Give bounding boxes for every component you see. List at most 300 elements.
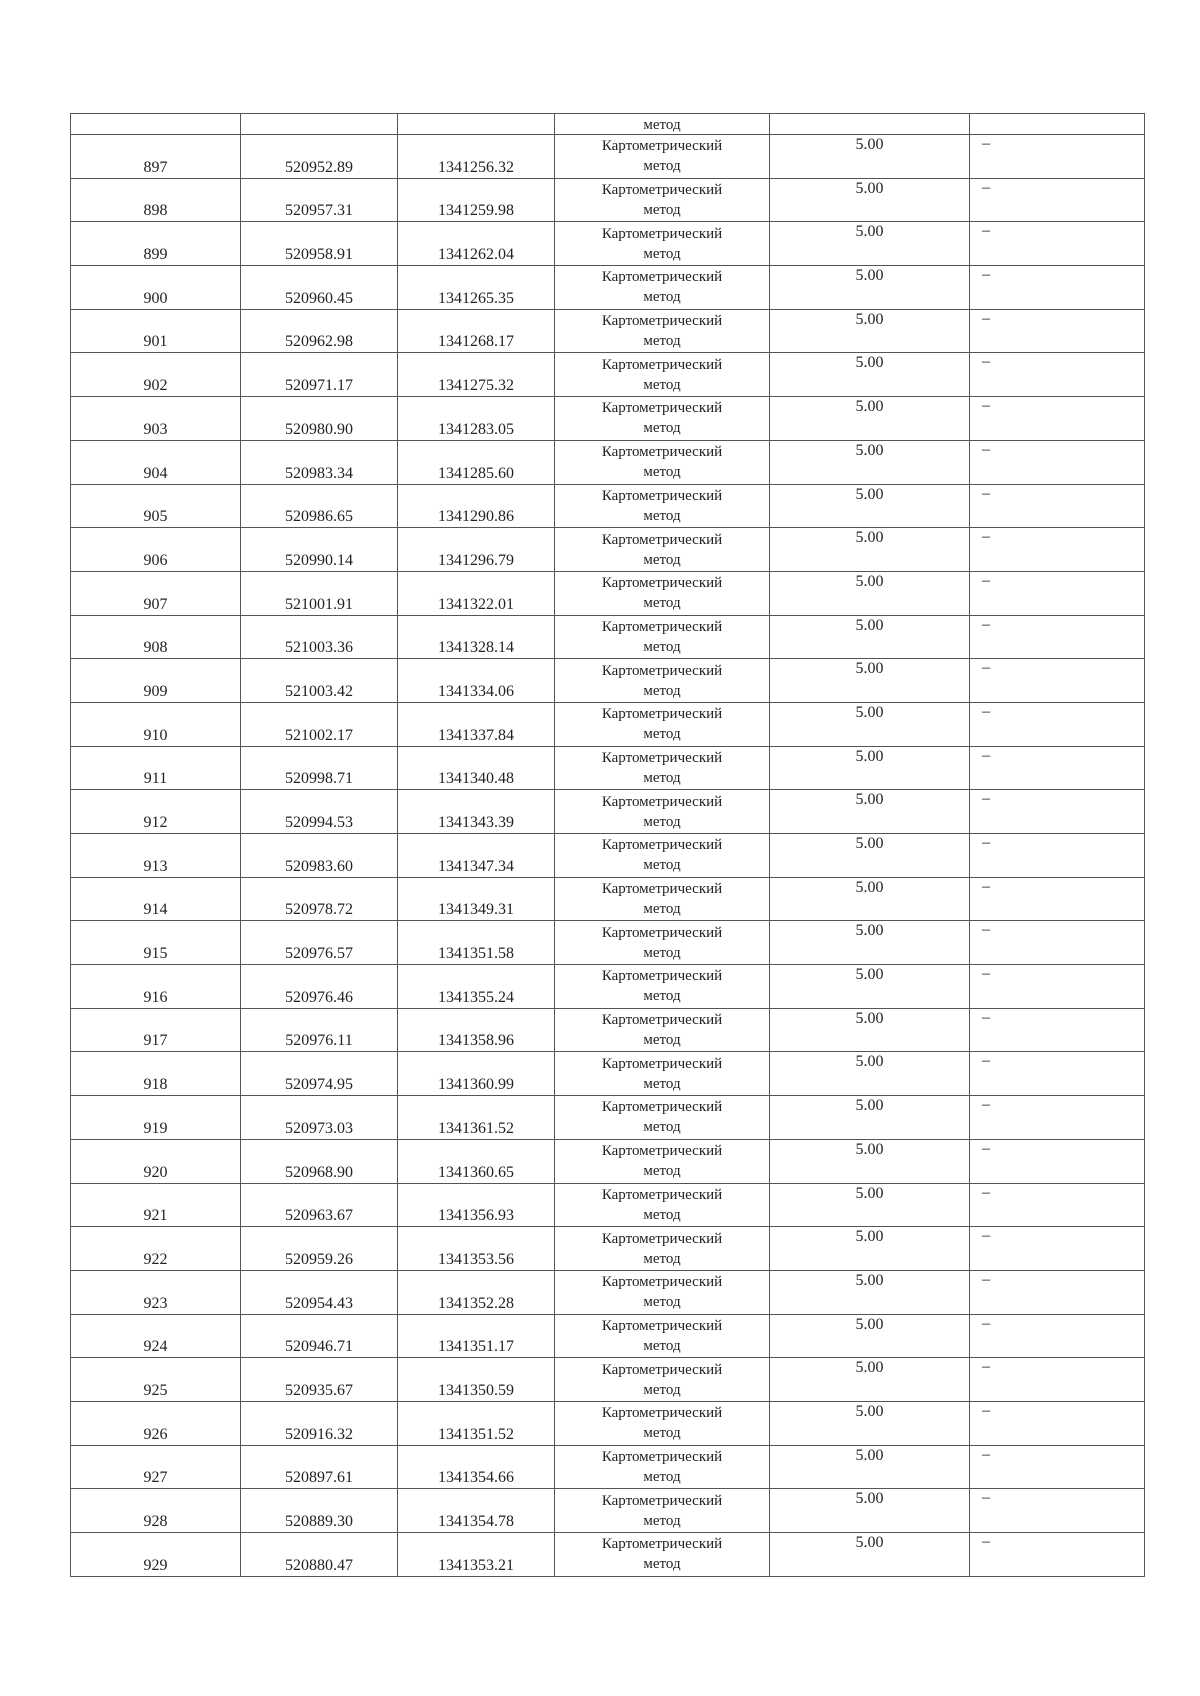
cell-point-number bbox=[71, 309, 241, 353]
cell-description bbox=[970, 659, 1145, 703]
method-line-1: Картометрический bbox=[601, 1361, 723, 1378]
table-row bbox=[71, 135, 1145, 179]
cell-method bbox=[555, 834, 770, 878]
point-number: 904 bbox=[143, 464, 168, 482]
table-row bbox=[71, 178, 1145, 222]
cell-accuracy bbox=[770, 877, 970, 921]
cell-point-number bbox=[71, 484, 241, 528]
coordinates-table-body bbox=[71, 114, 1145, 1577]
cell-y-coordinate bbox=[398, 615, 555, 659]
method-line-2: метод bbox=[643, 988, 681, 1005]
dash-mark: – bbox=[982, 615, 990, 633]
y-coordinate: 1341283.05 bbox=[438, 420, 514, 438]
cell-point-number bbox=[71, 1227, 241, 1271]
cell-method bbox=[555, 397, 770, 441]
x-coordinate: 520994.53 bbox=[285, 814, 353, 831]
method-line-2: метод bbox=[643, 245, 681, 262]
table-row bbox=[71, 659, 1145, 703]
method-line-1: Картометрический bbox=[601, 225, 723, 242]
cell-x-coordinate bbox=[241, 440, 398, 484]
point-number: 906 bbox=[143, 551, 168, 569]
cell-x-coordinate bbox=[241, 1139, 398, 1183]
cell-accuracy bbox=[770, 135, 970, 179]
cell-description bbox=[970, 615, 1145, 659]
cell-point-number bbox=[71, 1358, 241, 1402]
cell-method bbox=[555, 440, 770, 484]
table-row bbox=[71, 309, 1145, 353]
point-number: 926 bbox=[143, 1425, 168, 1443]
x-coordinate: 520973.03 bbox=[285, 1119, 353, 1137]
cell-accuracy bbox=[770, 1358, 970, 1402]
y-coordinate: 1341361.52 bbox=[438, 1119, 514, 1137]
accuracy-value: 5.00 bbox=[855, 1359, 884, 1377]
cell-point-number bbox=[71, 528, 241, 572]
cell-point-number bbox=[71, 178, 241, 222]
method-line-1: Картометрический bbox=[601, 1317, 723, 1334]
cell-accuracy bbox=[770, 1401, 970, 1445]
method-line-1: Картометрический bbox=[601, 837, 723, 854]
cell-method bbox=[555, 702, 770, 746]
table-row bbox=[71, 1227, 1145, 1271]
x-coordinate: 521002.17 bbox=[285, 726, 353, 744]
cell-y-coordinate bbox=[398, 1270, 555, 1314]
method-line-1: Картометрический bbox=[601, 1055, 723, 1072]
cell-description bbox=[970, 877, 1145, 921]
method-line-1: Картометрический bbox=[601, 138, 723, 155]
cell-method bbox=[555, 484, 770, 528]
cell-method bbox=[555, 1139, 770, 1183]
cell-point-number bbox=[71, 1270, 241, 1314]
cell-y-coordinate bbox=[398, 746, 555, 790]
table-row bbox=[71, 834, 1145, 878]
cell-accuracy bbox=[770, 222, 970, 266]
cell-x-coordinate bbox=[241, 1533, 398, 1577]
x-coordinate: 521003.42 bbox=[285, 682, 353, 700]
cell-x-coordinate bbox=[241, 114, 398, 135]
point-number: 908 bbox=[143, 639, 168, 657]
cell-x-coordinate bbox=[241, 1270, 398, 1314]
cell-method bbox=[555, 528, 770, 572]
y-coordinate: 1341259.98 bbox=[438, 202, 514, 220]
accuracy-value: 5.00 bbox=[855, 1053, 884, 1071]
method-line-2: метод bbox=[643, 944, 681, 961]
dash-mark: – bbox=[982, 528, 990, 546]
dash-mark: – bbox=[982, 746, 990, 764]
cell-point-number bbox=[71, 659, 241, 703]
cell-method bbox=[555, 353, 770, 397]
method-line-1: Картометрический bbox=[601, 1536, 723, 1553]
method-line-2: метод bbox=[643, 333, 681, 350]
x-coordinate: 520935.67 bbox=[285, 1381, 353, 1399]
cell-y-coordinate bbox=[398, 1401, 555, 1445]
cell-x-coordinate bbox=[241, 659, 398, 703]
cell-y-coordinate bbox=[398, 834, 555, 878]
table-row bbox=[71, 571, 1145, 615]
accuracy-value: 5.00 bbox=[855, 136, 884, 153]
cell-point-number bbox=[71, 1052, 241, 1096]
dash-mark: – bbox=[982, 222, 990, 240]
cell-method bbox=[555, 615, 770, 659]
cell-y-coordinate bbox=[398, 135, 555, 179]
method-line-2: метод bbox=[643, 507, 681, 524]
cell-point-number bbox=[71, 1445, 241, 1489]
cell-point-number bbox=[71, 1139, 241, 1183]
y-coordinate: 1341356.93 bbox=[438, 1207, 514, 1225]
cell-description bbox=[970, 1052, 1145, 1096]
point-number: 902 bbox=[143, 377, 168, 395]
y-coordinate: 1341351.58 bbox=[438, 945, 514, 963]
cell-description bbox=[970, 1533, 1145, 1577]
cell-accuracy bbox=[770, 965, 970, 1009]
cell-accuracy bbox=[770, 571, 970, 615]
point-number: 897 bbox=[143, 158, 168, 176]
accuracy-value: 5.00 bbox=[855, 1228, 884, 1246]
x-coordinate: 520976.57 bbox=[285, 945, 353, 963]
accuracy-value: 5.00 bbox=[855, 1097, 884, 1115]
table-row bbox=[71, 484, 1145, 528]
cell-description bbox=[970, 965, 1145, 1009]
point-number: 912 bbox=[143, 814, 168, 831]
cell-x-coordinate bbox=[241, 309, 398, 353]
method-line-1: Картометрический bbox=[601, 531, 723, 548]
cell-point-number bbox=[71, 1489, 241, 1533]
accuracy-value: 5.00 bbox=[855, 1271, 884, 1289]
dash-mark: – bbox=[982, 309, 990, 327]
cell-description bbox=[970, 397, 1145, 441]
cell-description bbox=[970, 702, 1145, 746]
x-coordinate: 520952.89 bbox=[285, 158, 353, 176]
table-row bbox=[71, 790, 1145, 834]
method-line-2: метод bbox=[643, 158, 681, 175]
cell-accuracy bbox=[770, 397, 970, 441]
cell-accuracy bbox=[770, 528, 970, 572]
point-number: 909 bbox=[143, 682, 168, 700]
cell-x-coordinate bbox=[241, 135, 398, 179]
method-line-2: метод bbox=[643, 1294, 681, 1311]
method-line-2: метод bbox=[643, 1119, 681, 1136]
dash-mark: – bbox=[982, 1227, 990, 1245]
point-number: 911 bbox=[143, 770, 168, 788]
x-coordinate: 521001.91 bbox=[285, 595, 353, 613]
dash-mark: – bbox=[982, 1358, 990, 1376]
point-number: 920 bbox=[143, 1163, 168, 1181]
y-coordinate: 1341360.99 bbox=[438, 1076, 514, 1094]
cell-point-number bbox=[71, 114, 241, 135]
y-coordinate: 1341262.04 bbox=[438, 246, 514, 264]
y-coordinate: 1341296.79 bbox=[438, 551, 514, 569]
method-line-2: метод bbox=[643, 289, 681, 306]
point-number: 925 bbox=[143, 1381, 168, 1399]
method-line-1: Картометрический bbox=[601, 662, 723, 679]
cell-description bbox=[970, 790, 1145, 834]
point-number: 919 bbox=[143, 1119, 168, 1137]
table-row bbox=[71, 877, 1145, 921]
table-row bbox=[71, 1401, 1145, 1445]
y-coordinate: 1341354.66 bbox=[438, 1469, 514, 1487]
cell-description bbox=[970, 1096, 1145, 1140]
method-line-1: Картометрический bbox=[601, 575, 723, 592]
dash-mark: – bbox=[982, 1183, 990, 1201]
y-coordinate: 1341268.17 bbox=[438, 333, 514, 351]
point-number: 922 bbox=[143, 1250, 168, 1268]
method-line-2: метод bbox=[643, 638, 681, 655]
point-number: 917 bbox=[143, 1032, 168, 1050]
point-number: 901 bbox=[143, 333, 168, 351]
y-coordinate: 1341337.84 bbox=[438, 726, 514, 744]
dash-mark: – bbox=[982, 790, 990, 808]
table-row bbox=[71, 222, 1145, 266]
x-coordinate: 520954.43 bbox=[285, 1294, 353, 1312]
y-coordinate: 1341351.52 bbox=[438, 1425, 514, 1443]
point-number: 900 bbox=[143, 289, 168, 307]
y-coordinate: 1341351.17 bbox=[438, 1338, 514, 1356]
method-line-1: Картометрический bbox=[601, 1012, 723, 1029]
accuracy-value: 5.00 bbox=[855, 1490, 884, 1508]
cell-x-coordinate bbox=[241, 746, 398, 790]
cell-point-number bbox=[71, 135, 241, 179]
cell-x-coordinate bbox=[241, 1052, 398, 1096]
method-line-2: метод bbox=[643, 1337, 681, 1354]
x-coordinate: 520980.90 bbox=[285, 420, 353, 438]
y-coordinate: 1341328.14 bbox=[438, 639, 514, 657]
method-line-2: метод bbox=[643, 376, 681, 393]
cell-method bbox=[555, 1052, 770, 1096]
table-row bbox=[71, 1533, 1145, 1577]
x-coordinate: 520968.90 bbox=[285, 1163, 353, 1181]
accuracy-value: 5.00 bbox=[855, 1315, 884, 1333]
dash-mark: – bbox=[982, 1533, 990, 1550]
cell-y-coordinate bbox=[398, 1052, 555, 1096]
cell-accuracy bbox=[770, 790, 970, 834]
method-line-2: метод bbox=[643, 595, 681, 612]
cell-x-coordinate bbox=[241, 1489, 398, 1533]
dash-mark: – bbox=[982, 571, 990, 589]
cell-point-number bbox=[71, 1533, 241, 1577]
cell-x-coordinate bbox=[241, 222, 398, 266]
table-row bbox=[71, 528, 1145, 572]
cell-y-coordinate bbox=[398, 1314, 555, 1358]
table-row bbox=[71, 1314, 1145, 1358]
cell-x-coordinate bbox=[241, 877, 398, 921]
cell-method bbox=[555, 1401, 770, 1445]
cell-description bbox=[970, 266, 1145, 310]
accuracy-value: 5.00 bbox=[855, 1184, 884, 1202]
cell-description bbox=[970, 135, 1145, 179]
method-line-1: Картометрический bbox=[601, 269, 723, 286]
cell-accuracy bbox=[770, 659, 970, 703]
point-number: 910 bbox=[143, 726, 168, 744]
method-line-1: Картометрический bbox=[601, 881, 723, 898]
dash-mark: – bbox=[982, 965, 990, 983]
cell-description bbox=[970, 1008, 1145, 1052]
cell-y-coordinate bbox=[398, 397, 555, 441]
table-row bbox=[71, 1008, 1145, 1052]
dash-mark: – bbox=[982, 1489, 990, 1507]
y-coordinate: 1341349.31 bbox=[438, 901, 514, 919]
x-coordinate: 520986.65 bbox=[285, 508, 353, 526]
x-coordinate: 520960.45 bbox=[285, 289, 353, 307]
cell-description bbox=[970, 1358, 1145, 1402]
accuracy-value: 5.00 bbox=[855, 747, 884, 765]
cell-method bbox=[555, 114, 770, 135]
table-row bbox=[71, 1139, 1145, 1183]
y-coordinate: 1341347.34 bbox=[438, 857, 514, 875]
accuracy-value: 5.00 bbox=[855, 398, 884, 416]
y-coordinate: 1341322.01 bbox=[438, 595, 514, 613]
cell-point-number bbox=[71, 615, 241, 659]
dash-mark: – bbox=[982, 178, 990, 196]
accuracy-value: 5.00 bbox=[855, 1534, 884, 1551]
cell-method bbox=[555, 1445, 770, 1489]
method-line-1: Картометрический bbox=[601, 400, 723, 417]
x-coordinate: 520983.60 bbox=[285, 857, 353, 875]
method-line-1: Картометрический bbox=[601, 1143, 723, 1160]
cell-accuracy bbox=[770, 484, 970, 528]
cell-x-coordinate bbox=[241, 397, 398, 441]
cell-method bbox=[555, 1270, 770, 1314]
point-number: 915 bbox=[143, 945, 168, 963]
cell-accuracy bbox=[770, 1270, 970, 1314]
cell-method bbox=[555, 877, 770, 921]
table-row bbox=[71, 353, 1145, 397]
cell-point-number bbox=[71, 266, 241, 310]
cell-point-number bbox=[71, 921, 241, 965]
point-number: 927 bbox=[143, 1469, 168, 1487]
cell-x-coordinate bbox=[241, 178, 398, 222]
point-number: 903 bbox=[143, 420, 168, 438]
y-coordinate: 1341352.28 bbox=[438, 1294, 514, 1312]
x-coordinate: 520976.46 bbox=[285, 988, 353, 1006]
cell-method bbox=[555, 222, 770, 266]
cell-accuracy bbox=[770, 921, 970, 965]
method-line-2: метод bbox=[643, 857, 681, 874]
cell-point-number bbox=[71, 702, 241, 746]
x-coordinate: 520962.98 bbox=[285, 333, 353, 351]
cell-accuracy bbox=[770, 702, 970, 746]
method-line-1: Картометрический bbox=[601, 1230, 723, 1247]
cell-x-coordinate bbox=[241, 1227, 398, 1271]
cell-y-coordinate bbox=[398, 1096, 555, 1140]
cell-accuracy bbox=[770, 1052, 970, 1096]
cell-y-coordinate bbox=[398, 1358, 555, 1402]
y-coordinate: 1341353.56 bbox=[438, 1250, 514, 1268]
cell-method bbox=[555, 1489, 770, 1533]
cell-description bbox=[970, 309, 1145, 353]
cell-y-coordinate bbox=[398, 484, 555, 528]
point-number: 928 bbox=[143, 1513, 168, 1530]
table-row bbox=[71, 1052, 1145, 1096]
method-line-2: метод bbox=[643, 1206, 681, 1223]
cell-x-coordinate bbox=[241, 1445, 398, 1489]
cell-point-number bbox=[71, 353, 241, 397]
cell-x-coordinate bbox=[241, 965, 398, 1009]
method-line-1: Картометрический bbox=[601, 313, 723, 330]
cell-y-coordinate bbox=[398, 1227, 555, 1271]
y-coordinate: 1341290.86 bbox=[438, 508, 514, 526]
cell-point-number bbox=[71, 1314, 241, 1358]
method-line-1: Картометрический bbox=[601, 444, 723, 461]
x-coordinate: 520880.47 bbox=[285, 1556, 353, 1574]
cell-description bbox=[970, 178, 1145, 222]
method-line-2: метод bbox=[643, 1032, 681, 1049]
cell-point-number bbox=[71, 1401, 241, 1445]
table-row-continuation bbox=[71, 114, 1145, 135]
cell-x-coordinate bbox=[241, 1096, 398, 1140]
cell-accuracy bbox=[770, 309, 970, 353]
method-line-1: Картометрический bbox=[601, 618, 723, 635]
table-row bbox=[71, 1489, 1145, 1533]
dash-mark: – bbox=[982, 440, 990, 458]
coordinates-table bbox=[70, 113, 1145, 1577]
method-line-2: метод bbox=[643, 202, 681, 219]
method-line-2: метод bbox=[643, 1250, 681, 1267]
method-line-2: метод bbox=[643, 813, 681, 830]
dash-mark: – bbox=[982, 1401, 990, 1419]
method-line-1: Картометрический bbox=[601, 1448, 723, 1465]
y-coordinate: 1341350.59 bbox=[438, 1381, 514, 1399]
method-line-2: метод bbox=[643, 420, 681, 437]
method-line-1: Картометрический bbox=[601, 968, 723, 985]
method-line-2: метод bbox=[643, 1163, 681, 1180]
cell-x-coordinate bbox=[241, 1401, 398, 1445]
cell-description bbox=[970, 1270, 1145, 1314]
method-line-2: метод bbox=[643, 682, 681, 699]
cell-description bbox=[970, 1183, 1145, 1227]
cell-method bbox=[555, 1096, 770, 1140]
table-row bbox=[71, 266, 1145, 310]
cell-point-number bbox=[71, 834, 241, 878]
cell-description bbox=[970, 1445, 1145, 1489]
x-coordinate: 520916.32 bbox=[285, 1425, 353, 1443]
x-coordinate: 520958.91 bbox=[285, 246, 353, 264]
cell-y-coordinate bbox=[398, 114, 555, 135]
cell-accuracy bbox=[770, 746, 970, 790]
dash-mark: – bbox=[982, 1445, 990, 1463]
cell-method bbox=[555, 1227, 770, 1271]
cell-y-coordinate bbox=[398, 309, 555, 353]
dash-mark: – bbox=[982, 659, 990, 677]
dash-mark: – bbox=[982, 921, 990, 939]
cell-description bbox=[970, 440, 1145, 484]
table-row bbox=[71, 921, 1145, 965]
cell-description bbox=[970, 1139, 1145, 1183]
dash-mark: – bbox=[982, 1270, 990, 1288]
cell-x-coordinate bbox=[241, 1183, 398, 1227]
x-coordinate: 521003.36 bbox=[285, 639, 353, 657]
cell-description bbox=[970, 834, 1145, 878]
cell-y-coordinate bbox=[398, 222, 555, 266]
cell-point-number bbox=[71, 440, 241, 484]
cell-description bbox=[970, 1314, 1145, 1358]
cell-x-coordinate bbox=[241, 266, 398, 310]
x-coordinate: 520983.34 bbox=[285, 464, 353, 482]
method-line-1: Картометрический bbox=[601, 706, 723, 723]
dash-mark: – bbox=[982, 834, 990, 851]
cell-method bbox=[555, 309, 770, 353]
cell-description bbox=[970, 1227, 1145, 1271]
y-coordinate: 1341334.06 bbox=[438, 682, 514, 700]
cell-description bbox=[970, 353, 1145, 397]
point-number: 924 bbox=[143, 1338, 168, 1356]
cell-x-coordinate bbox=[241, 571, 398, 615]
point-number: 899 bbox=[143, 246, 168, 264]
cell-x-coordinate bbox=[241, 1358, 398, 1402]
dash-mark: – bbox=[982, 1096, 990, 1114]
cell-y-coordinate bbox=[398, 178, 555, 222]
method-line-1: Картометрический bbox=[601, 487, 723, 504]
cell-x-coordinate bbox=[241, 834, 398, 878]
cell-accuracy bbox=[770, 266, 970, 310]
